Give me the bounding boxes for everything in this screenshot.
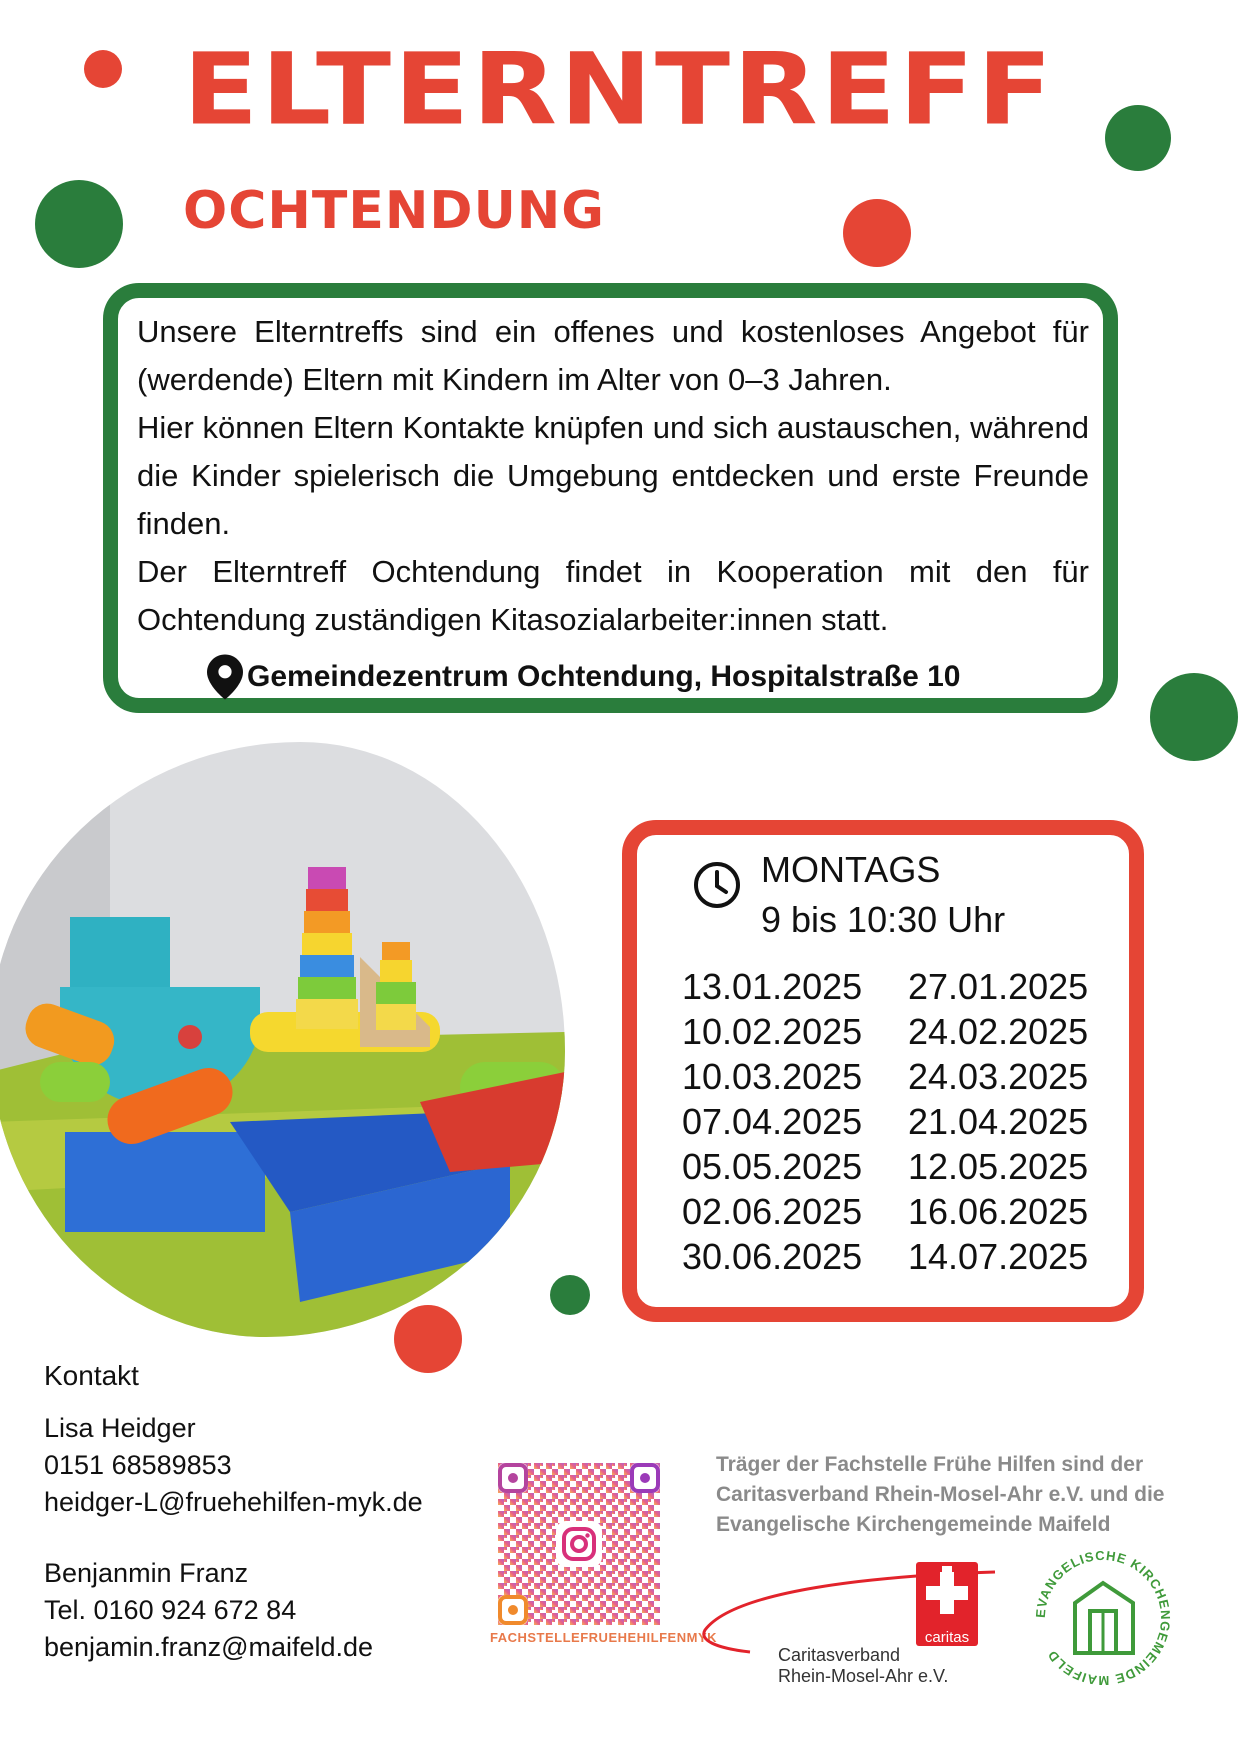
church-ring-text: EVANGELISCHE KIRCHENGEMEINDE MAIFELD xyxy=(1032,1547,1174,1689)
sponsor-text: Träger der Fachstelle Frühe Hilfen sind der Caritasverband Rhein-Mosel-Ahr e.V. und die Evangelische Kirchengemeinde Maifeld xyxy=(716,1453,1165,1536)
date-item: 12.05.2025 xyxy=(908,1146,1089,1187)
page-title: ELTERNTREFF xyxy=(183,31,1056,148)
decor-dot-green-3 xyxy=(1150,673,1238,761)
date-item: 13.01.2025 xyxy=(682,966,863,1007)
decor-dot-red-2 xyxy=(843,199,911,267)
map-pin-icon xyxy=(207,654,243,700)
caritas-cross-icon xyxy=(916,1562,978,1624)
info-paragraph-3: Der Elterntreff Ochtendung findet in Kooperation mit den für Ochtendung zuständigen Kitasozialarbeiter:innen statt. xyxy=(137,554,1089,637)
contact-section xyxy=(44,1357,423,1666)
church-logo xyxy=(1030,1545,1176,1691)
caritas-badge-label: caritas xyxy=(924,1629,970,1646)
date-item: 30.06.2025 xyxy=(682,1236,863,1277)
date-item: 21.04.2025 xyxy=(908,1101,1089,1142)
caritas-line-2: Rhein-Mosel-Ahr e.V. xyxy=(778,1666,949,1686)
schedule-time: 9 bis 10:30 Uhr xyxy=(761,899,1006,940)
info-paragraph-1: Unsere Elterntreffs sind ein offenes und kostenloses Angebot für (werdende) Eltern mit Kindern im Alter von 0–3 Jahren. xyxy=(137,314,1089,397)
contact-heading: Kontakt xyxy=(44,1360,139,1391)
clock-icon xyxy=(692,860,742,910)
date-item: 10.02.2025 xyxy=(682,1011,863,1052)
date-item: 10.03.2025 xyxy=(682,1056,863,1097)
instagram-icon xyxy=(561,1526,597,1562)
caritas-line-1: Caritasverband xyxy=(778,1645,901,1665)
date-item: 14.07.2025 xyxy=(908,1236,1089,1277)
contact-phone[interactable]: Tel. 0160 924 672 84 xyxy=(44,1595,297,1625)
info-text xyxy=(137,308,1089,644)
contact-phone[interactable]: 0151 68589853 xyxy=(44,1450,232,1480)
contact-email[interactable]: heidger-L@fruehehilfen-myk.de xyxy=(44,1487,423,1517)
contact-name: Lisa Heidger xyxy=(44,1413,196,1443)
schedule-day: MONTAGS xyxy=(761,849,941,890)
date-item: 27.01.2025 xyxy=(908,966,1089,1007)
contact-email[interactable]: benjamin.franz@maifeld.de xyxy=(44,1632,374,1662)
date-item: 16.06.2025 xyxy=(908,1191,1089,1232)
address-text: Gemeindezentrum Ochtendung, Hospitalstraße 10 xyxy=(247,660,961,693)
qr-label: FACHSTELLEFRUEHEHILFENMYK xyxy=(490,1630,717,1645)
info-paragraph-2: Hier können Eltern Kontakte knüpfen und sich austauschen, während die Kinder spielerisch die Umgebung entdecken und erste Freunde finden. xyxy=(137,410,1089,541)
schedule-label xyxy=(761,845,1005,945)
decor-dot-green-2 xyxy=(1105,105,1171,171)
date-item: 05.05.2025 xyxy=(682,1146,863,1187)
date-item: 24.03.2025 xyxy=(908,1056,1089,1097)
decor-dot-green-1 xyxy=(35,180,123,268)
caritas-name xyxy=(778,1645,948,1687)
page-subtitle: OCHTENDUNG xyxy=(183,181,605,241)
date-item: 02.06.2025 xyxy=(682,1191,863,1232)
caritas-logo xyxy=(916,1562,978,1646)
date-item: 07.04.2025 xyxy=(682,1101,863,1142)
date-list xyxy=(682,964,1098,1279)
decor-dot-green-4 xyxy=(550,1275,590,1315)
contact-name: Benjanmin Franz xyxy=(44,1558,249,1588)
date-item: 24.02.2025 xyxy=(908,1011,1089,1052)
decor-dot-red-1 xyxy=(84,50,122,88)
address-line xyxy=(207,654,960,700)
playroom-photo xyxy=(0,742,565,1337)
